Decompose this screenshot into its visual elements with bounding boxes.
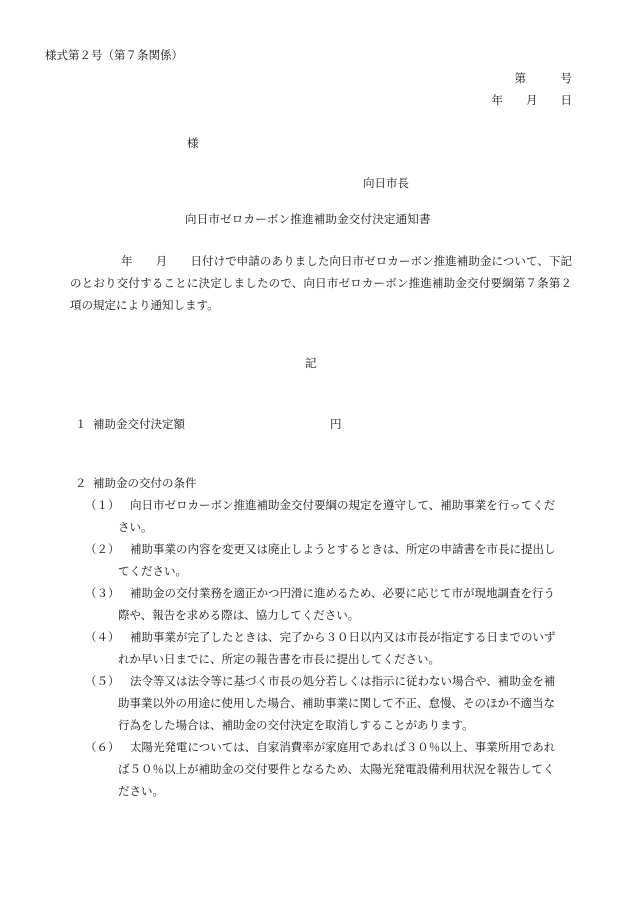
section1-number: １ bbox=[75, 417, 87, 431]
condition-number: （５） bbox=[85, 674, 120, 688]
issuer-name: 向日市長 bbox=[363, 176, 409, 190]
document-date: 年 月 日 bbox=[491, 93, 572, 107]
section2-number: ２ bbox=[75, 476, 87, 490]
condition-item bbox=[85, 582, 563, 626]
condition-text: 法令等又は法令等に基づく市長の処分若しくは指示に従わない場合や、補助金を補助事業以外の用途に使用した場合、補助事業に関して不正、怠慢、そのほか不適当な行為をした場合は、補助金の交付決定を取消しすることがあります。 bbox=[118, 674, 556, 732]
condition-number: （３） bbox=[85, 586, 120, 600]
condition-number: （２） bbox=[85, 542, 120, 556]
condition-text: 太陽光発電については、自家消費率が家庭用であれば３０％以上、事業所用であれば５０％以上が補助金の交付要件となるため、太陽光発電設備利用状況を報告してください。 bbox=[118, 740, 556, 798]
condition-text: 補助事業が完了したときは、完了から３０日以内又は市長が指定する日までのいずれか早い日までに、所定の報告書を市長に提出してください。 bbox=[118, 630, 556, 666]
condition-text: 補助事業の内容を変更又は廃止しようとするときは、所定の申請書を市長に提出してください。 bbox=[118, 542, 556, 578]
form-number: 様式第２号（第７条関係） bbox=[45, 48, 183, 62]
condition-item bbox=[85, 670, 563, 736]
conditions-list bbox=[85, 494, 563, 802]
condition-text: 向日市ゼロカーボン推進補助金交付要綱の規定を遵守して、補助事業を行ってください。 bbox=[118, 498, 556, 534]
document-number: 第 号 bbox=[514, 71, 572, 85]
condition-number: （１） bbox=[85, 498, 120, 512]
condition-text: 補助金の交付業務を適正かつ円滑に進めるため、必要に応じて市が現地調査を行う際や、報告を求める際は、協力してください。 bbox=[118, 586, 556, 622]
section1-amount-unit: 円 bbox=[330, 417, 342, 431]
section1-label: 補助金交付決定額 bbox=[93, 417, 185, 431]
section2-label: 補助金の交付の条件 bbox=[93, 476, 197, 490]
ki-heading: 記 bbox=[305, 356, 317, 370]
condition-item bbox=[85, 538, 563, 582]
condition-item bbox=[85, 494, 563, 538]
body-paragraph: 年 月 日付けで申請のありました向日市ゼロカーボン推進補助金について、下記のとおり交付することに決定しましたので、向日市ゼロカーボン推進補助金交付要綱第７条第２項の規定により通知します。 bbox=[70, 254, 572, 312]
condition-number: （４） bbox=[85, 630, 120, 644]
condition-item bbox=[85, 736, 563, 802]
condition-item bbox=[85, 626, 563, 670]
condition-number: （６） bbox=[85, 740, 120, 754]
addressee-suffix: 様 bbox=[187, 136, 199, 150]
document-title: 向日市ゼロカーボン推進補助金交付決定通知書 bbox=[185, 212, 431, 226]
